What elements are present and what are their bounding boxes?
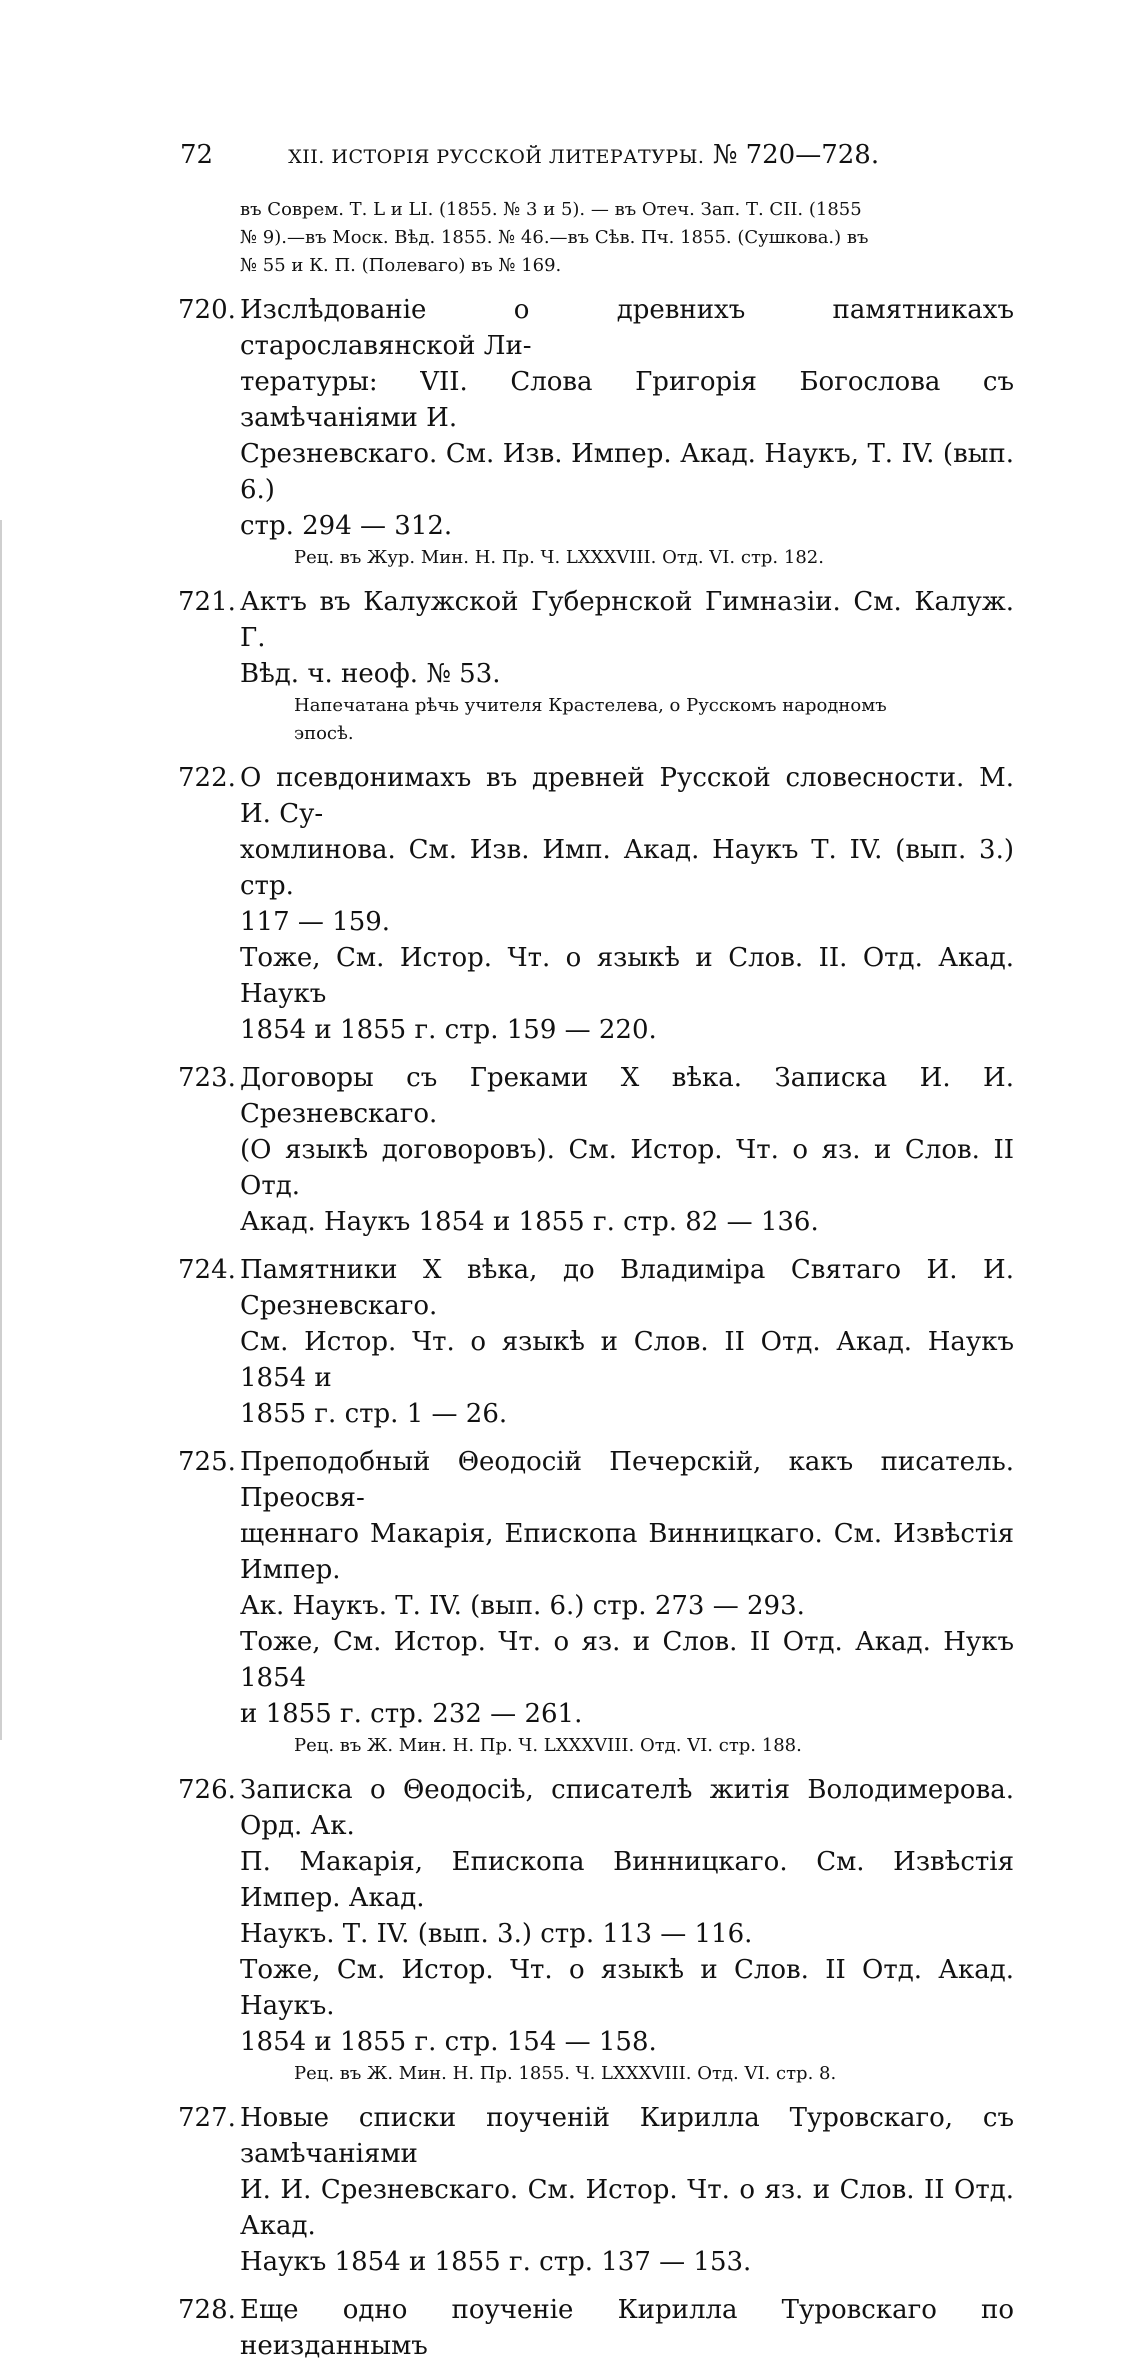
entry-number: 724. (178, 1255, 236, 1285)
entry-line: Памятники X вѣка, до Владиміра Святаго И. И. Срезневскаго. (240, 1255, 1014, 1321)
page-body (178, 196, 1014, 2364)
entry-line: щеннаго Макарія, Епископа Винницкаго. См. Извѣстія Импер. (240, 1519, 1014, 1585)
entry-text (240, 1444, 1014, 1760)
top-note (240, 196, 1014, 280)
bibliography-entry (178, 1060, 1014, 1240)
entry-line: Наукъ 1854 и 1855 г. стр. 137 — 153. (240, 2247, 752, 2277)
bibliography-entry (178, 1252, 1014, 1432)
entry-range: № 720—728. (712, 140, 880, 170)
entry-line: Новые списки поученій Кирилла Туровскаго, съ замѣчаніями (240, 2103, 1014, 2169)
entry-review-note: Напечатана рѣчь учителя Крастелева, о Русскомъ народномъ (294, 695, 887, 716)
entry-text (240, 2292, 1014, 2364)
running-header (180, 140, 1040, 170)
bibliography-entry (178, 760, 1014, 1048)
entry-number: 723. (178, 1063, 236, 1093)
entry-line: Тоже, См. Истор. Чт. о языкѣ и Слов. II Отд. Акад. Наукъ. (240, 1955, 1014, 2021)
entry-text (240, 1252, 1014, 1432)
entry-number: 722. (178, 763, 236, 793)
bibliography-entry (178, 1444, 1014, 1760)
top-note-line: № 55 и К. П. (Полеваго) въ № 169. (240, 255, 562, 276)
entry-number: 728. (178, 2295, 236, 2325)
entry-line: Преподобный Θеодосій Печерскій, какъ писатель. Преосвя- (240, 1447, 1014, 1513)
entry-text (240, 1060, 1014, 1240)
entry-review-note: Рец. въ Ж. Мин. Н. Пр. Ч. LXXXVIII. Отд. VI. стр. 188. (294, 1735, 802, 1756)
entry-line: 1855 г. стр. 1 — 26. (240, 1399, 508, 1429)
entry-number: 721. (178, 587, 236, 617)
entry-review-note: Рец. въ Ж. Мин. Н. Пр. 1855. Ч. LXXXVIII. Отд. VI. стр. 8. (294, 2063, 837, 2084)
entry-line: П. Макарія, Епископа Винницкаго. См. Извѣстія Импер. Акад. (240, 1847, 1014, 1913)
top-note-line: въ Соврем. Т. L и LI. (1855. № 3 и 5). — въ Отеч. Зап. Т. CII. (1855 (240, 199, 862, 220)
entry-text (240, 292, 1014, 572)
entry-line: тературы: VII. Слова Григорія Богослова съ замѣчаніями И. (240, 367, 1014, 433)
bibliography-entry (178, 584, 1014, 748)
entry-line: и 1855 г. стр. 232 — 261. (240, 1699, 583, 1729)
entry-text (240, 584, 1014, 748)
entry-line: Акад. Наукъ 1854 и 1855 г. стр. 82 — 136. (240, 1207, 819, 1237)
page-number: 72 (180, 140, 214, 170)
entry-review-note: Рец. въ Жур. Мин. Н. Пр. Ч. LXXXVIII. Отд. VI. стр. 182. (294, 547, 824, 568)
entry-line: См. Истор. Чт. о языкѣ и Слов. II Отд. Акад. Наукъ 1854 и (240, 1327, 1014, 1393)
entry-line: Тоже, См. Истор. Чт. о яз. и Слов. II Отд. Акад. Нукъ 1854 (240, 1627, 1014, 1693)
entry-review-note: эпосѣ. (294, 723, 354, 744)
section-title: XII. ИСТОРІЯ РУССКОЙ ЛИТЕРАТУРЫ. (288, 146, 705, 168)
entry-line: Наукъ. Т. IV. (вып. 3.) стр. 113 — 116. (240, 1919, 753, 1949)
entry-line: 1854 и 1855 г. стр. 159 — 220. (240, 1015, 657, 1045)
bibliography-entry (178, 2292, 1014, 2364)
entry-list (178, 292, 1014, 2364)
entry-line: 117 — 159. (240, 907, 391, 937)
entry-line: хомлинова. См. Изв. Имп. Акад. Наукъ Т. IV. (вып. 3.) стр. (240, 835, 1014, 901)
bibliography-entry (178, 2100, 1014, 2280)
entry-line: 1854 и 1855 г. стр. 154 — 158. (240, 2027, 657, 2057)
entry-line: Тоже, См. Истор. Чт. о языкѣ и Слов. II. Отд. Акад. Наукъ (240, 943, 1014, 1009)
entry-number: 720. (178, 295, 236, 325)
entry-line: Вѣд. ч. неоф. № 53. (240, 659, 501, 689)
entry-line: стр. 294 — 312. (240, 511, 453, 541)
entry-line: Договоры съ Греками X вѣка. Записка И. И. Срезневскаго. (240, 1063, 1014, 1129)
entry-line: Срезневскаго. См. Изв. Импер. Акад. Наукъ, Т. IV. (вып. 6.) (240, 439, 1014, 505)
entry-line: О псевдонимахъ въ древней Русской словесности. М. И. Су- (240, 763, 1014, 829)
top-note-line: № 9).—въ Моск. Вѣд. 1855. № 46.—въ Сѣв. Пч. 1855. (Сушкова.) въ (240, 227, 869, 248)
entry-line: Ак. Наукъ. Т. IV. (вып. 6.) стр. 273 — 293. (240, 1591, 805, 1621)
entry-text (240, 1772, 1014, 2088)
entry-text (240, 2100, 1014, 2280)
bibliography-entry (178, 1772, 1014, 2088)
page-edge-shadow (0, 520, 2, 1740)
bibliography-entry (178, 292, 1014, 572)
entry-line: Изслѣдованіе о древнихъ памятникахъ старославянской Ли- (240, 295, 1014, 361)
entry-text (240, 760, 1014, 1048)
entry-number: 727. (178, 2103, 236, 2133)
entry-number: 726. (178, 1775, 236, 1805)
entry-line: Еще одно поученіе Кирилла Туровскаго по неизданнымъ (240, 2295, 1014, 2361)
entry-line: (О языкѣ договоровъ). См. Истор. Чт. о яз. и Слов. II Отд. (240, 1135, 1014, 1201)
entry-number: 725. (178, 1447, 236, 1477)
entry-line: Записка о Θеодосіѣ, списателѣ житія Володимерова. Орд. Ак. (240, 1775, 1014, 1841)
entry-line: И. И. Срезневскаго. См. Истор. Чт. о яз. и Слов. II Отд. Акад. (240, 2175, 1014, 2241)
entry-line: Актъ въ Калужской Губернской Гимназіи. См. Калуж. Г. (240, 587, 1014, 653)
